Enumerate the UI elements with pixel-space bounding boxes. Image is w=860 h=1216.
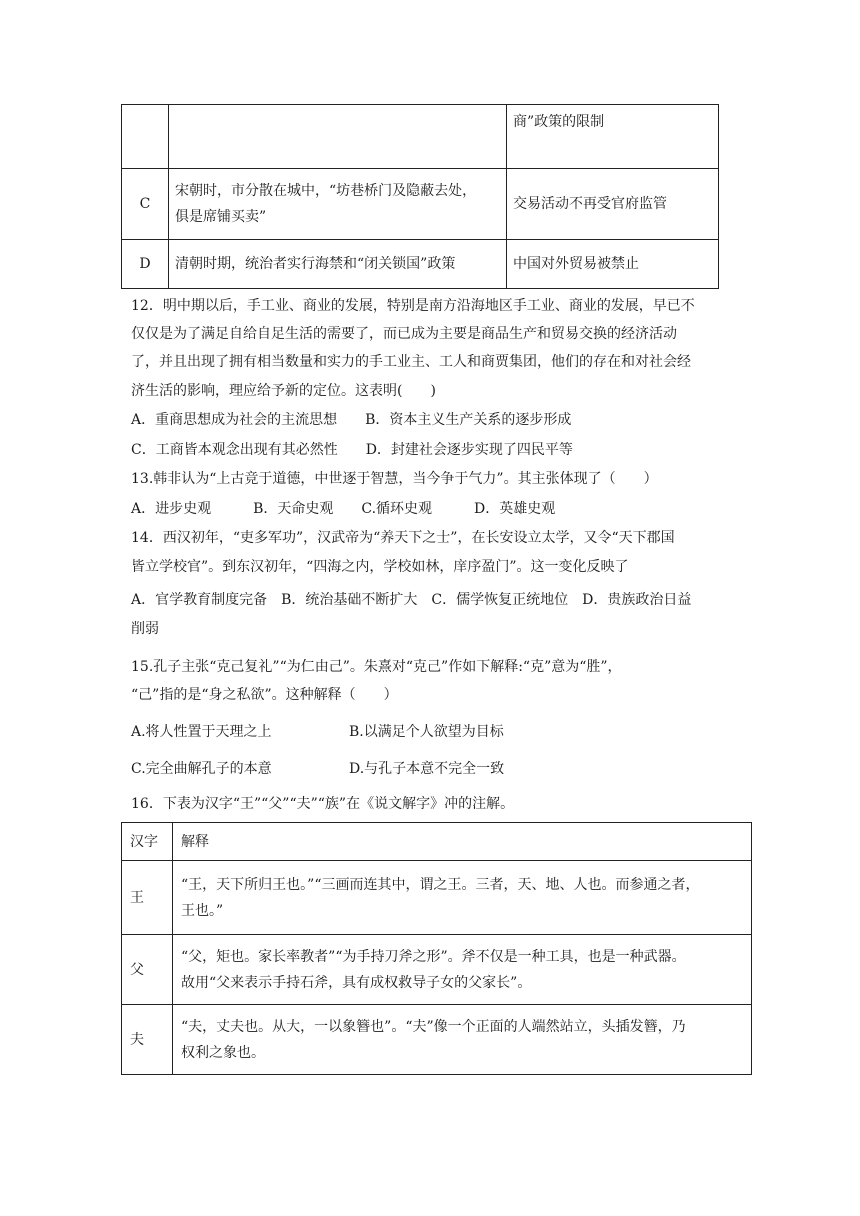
table-cell: 交易活动不再受官府监管 <box>507 169 719 240</box>
cell-line: “父，矩也。家长率教者”“为手持刀斧之形”。斧不仅是一种工具，也是一种武器。 <box>181 948 686 965</box>
table-cell-char: 父 <box>122 935 173 1005</box>
table-cell <box>122 105 169 169</box>
table-cell-explanation <box>173 861 752 935</box>
table-cell-explanation <box>173 935 752 1005</box>
cell-line: 俱是席铺买卖” <box>175 209 267 225</box>
table-cell-char: 王 <box>122 861 173 935</box>
answer-option: A.将人性置于天理之上 <box>131 724 272 740</box>
table-cell-explanation <box>173 1005 752 1075</box>
question-16-text: 16．下表为汉字“王”“父”“夫”“族”在《说文解字》冲的注解。 <box>131 796 515 812</box>
cell-line: 权利之象也。 <box>181 1044 265 1061</box>
table-cell: 中国对外贸易被禁止 <box>507 240 719 289</box>
question-text: 14．西汉初年，“吏多军功”，汉武帝为“养天下之士”，在长安设立太学，又令“天下郡国 <box>131 530 675 546</box>
question-text: 15.孔子主张“克己复礼”“为仁由己”。朱熹对“克己”作如下解释:“克”意为“胜”， <box>131 659 622 675</box>
column-header: 解释 <box>173 823 752 861</box>
question-text: 12．明中期以后，手工业、商业的发展，特别是南方沿海地区手工业、商业的发展，早已不 <box>131 298 695 314</box>
question-text: 仅仅是为了满足自给自足生活的需要了，而已成为主要是商品生产和贸易交换的经济活动 <box>131 326 677 342</box>
table-row <box>122 1005 752 1075</box>
answer-options: C．工商皆本观念出现有其必然性 D．封建社会逐步实现了四民平等 <box>131 442 573 458</box>
options-table <box>121 104 719 289</box>
answer-option: C.完全曲解孔子的本意 <box>131 761 272 777</box>
answer-options: 削弱 <box>131 621 159 637</box>
cell-line: 宋朝时，市分散在城中，“坊巷桥门及隐蔽去处， <box>175 183 477 199</box>
table-cell: D <box>122 240 169 289</box>
question-text: 济生活的影响，理应给予新的定位。这表明( ) <box>131 383 436 399</box>
table-cell-char: 夫 <box>122 1005 173 1075</box>
table-cell <box>169 105 507 169</box>
shuowen-table <box>121 822 752 1075</box>
answer-option: B.以满足个人欲望为目标 <box>349 724 504 740</box>
answer-options: A．官学教育制度完备 B．统治基础不断扩大 C．儒学恢复正统地位 D．贵族政治日益 <box>131 592 692 608</box>
table-cell: C <box>122 169 169 240</box>
question-text: “己”指的是“身之私欲”。这种解释（ ） <box>131 687 398 703</box>
table-cell <box>169 169 507 240</box>
table-row <box>122 105 719 169</box>
table-cell: 清朝时期，统治者实行海禁和“闭关锁国”政策 <box>169 240 507 289</box>
table-header-row <box>122 823 752 861</box>
answer-option: D.与孔子本意不完全一致 <box>349 761 505 777</box>
table-row <box>122 935 752 1005</box>
table-row <box>122 240 719 289</box>
question-text: 了，并且出现了拥有相当数量和实力的手工业主、工人和商贾集团，他们的存在和对社会经 <box>131 354 691 370</box>
cell-line: “王，天下所归王也。”“三画而连其中，谓之王。三者，天、地、人也。而参通之者， <box>181 876 700 893</box>
column-header: 汉字 <box>122 823 173 861</box>
cell-line: “夫，丈夫也。从大，一以象簪也”。“夫”像一个正面的人端然站立，头插发簪，乃 <box>181 1018 686 1035</box>
question-text: 13.韩非认为“上古竞于道德，中世逐于智慧，当今争于气力”。其主张体现了（ ） <box>131 471 658 487</box>
table-cell: 商”政策的限制 <box>507 105 719 169</box>
answer-options: A．进步史观 B．天命史观 C.循环史观 D．英雄史观 <box>131 501 556 517</box>
question-text: 皆立学校官”。到东汉初年，“四海之内，学校如林，庠序盈门”。这一变化反映了 <box>131 559 629 575</box>
cell-line: 王也。” <box>181 902 224 919</box>
table-row <box>122 861 752 935</box>
answer-options: A．重商思想成为社会的主流思想 B．资本主义生产关系的逐步形成 <box>131 412 572 428</box>
table-row <box>122 169 719 240</box>
cell-line: 故用“父来表示手持石斧，具有成权救导子女的父家长”。 <box>181 974 532 991</box>
